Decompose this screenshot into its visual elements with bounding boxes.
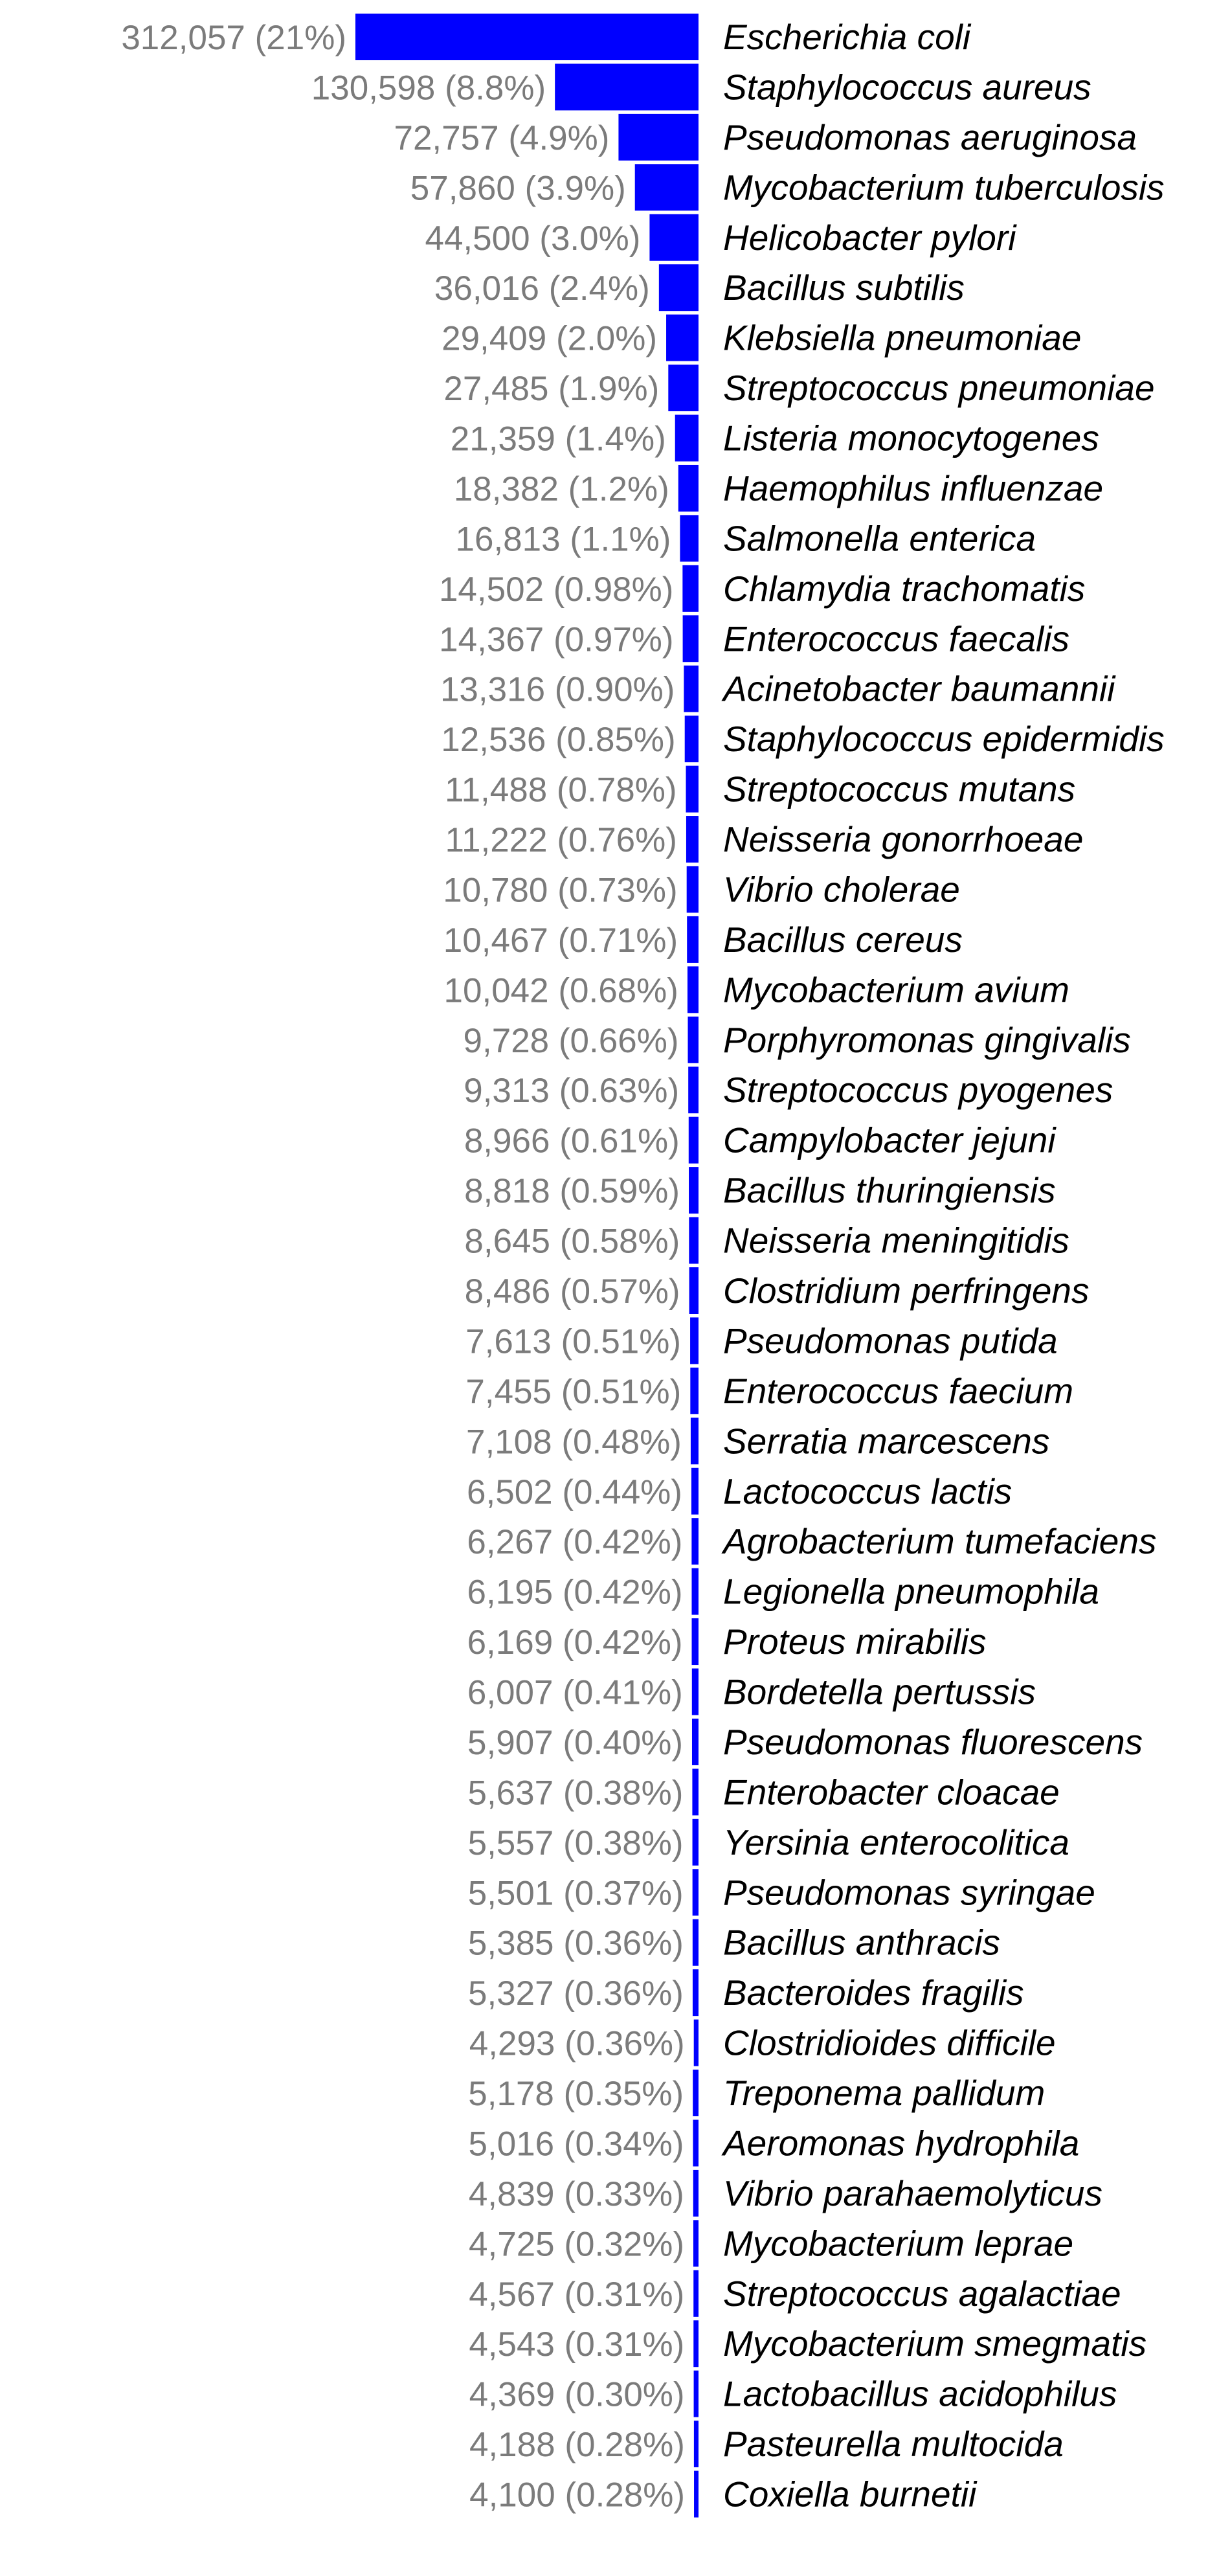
value-label: 8,486 (0.57%) bbox=[464, 1272, 680, 1311]
value-label: 8,818 (0.59%) bbox=[464, 1172, 680, 1211]
value-label: 44,500 (3.0%) bbox=[425, 219, 641, 258]
category-label: Proteus mirabilis bbox=[723, 1621, 987, 1662]
bar bbox=[693, 2170, 699, 2217]
value-label: 6,169 (0.42%) bbox=[467, 1623, 683, 1662]
value-label: 36,016 (2.4%) bbox=[434, 269, 650, 308]
bar bbox=[693, 1819, 699, 1866]
bar bbox=[693, 1969, 699, 2016]
category-label: Pseudomonas aeruginosa bbox=[723, 117, 1137, 157]
category-label: Lactococcus lactis bbox=[723, 1471, 1012, 1511]
category-label: Enterococcus faecalis bbox=[723, 618, 1069, 659]
bar bbox=[688, 966, 699, 1013]
value-label: 12,536 (0.85%) bbox=[441, 721, 676, 760]
value-label: 27,485 (1.9%) bbox=[443, 370, 660, 409]
category-label: Mycobacterium leprae bbox=[723, 2223, 1074, 2264]
bar bbox=[694, 2020, 699, 2066]
category-label: Streptococcus pyogenes bbox=[723, 1070, 1113, 1111]
value-label: 4,543 (0.31%) bbox=[469, 2325, 685, 2364]
category-label: Haemophilus influenzae bbox=[723, 468, 1104, 508]
value-label: 10,780 (0.73%) bbox=[443, 871, 678, 910]
value-label: 9,313 (0.63%) bbox=[464, 1072, 680, 1111]
bar bbox=[689, 1217, 699, 1264]
category-label: Serratia marcescens bbox=[723, 1421, 1050, 1462]
category-label: Pseudomonas syringae bbox=[723, 1872, 1095, 1913]
category-label: Bacillus thuringiensis bbox=[723, 1170, 1056, 1211]
bar bbox=[693, 2270, 699, 2317]
bar bbox=[693, 1919, 699, 1966]
value-label: 6,502 (0.44%) bbox=[467, 1473, 682, 1511]
category-label: Agrobacterium tumefaciens bbox=[723, 1521, 1157, 1562]
category-label: Porphyromonas gingivalis bbox=[723, 1019, 1131, 1060]
value-label: 4,293 (0.36%) bbox=[469, 2024, 685, 2063]
bar bbox=[675, 415, 699, 462]
bar bbox=[683, 615, 699, 662]
category-label: Lactobacillus acidophilus bbox=[723, 2373, 1117, 2414]
category-label: Coxiella burnetii bbox=[723, 2474, 977, 2514]
category-label: Clostridium perfringens bbox=[723, 1271, 1090, 1311]
value-label: 5,501 (0.37%) bbox=[467, 1874, 684, 1913]
category-label: Chlamydia trachomatis bbox=[723, 568, 1086, 609]
category-label: Acinetobacter baumannii bbox=[723, 668, 1115, 709]
bar bbox=[555, 63, 699, 110]
bar bbox=[687, 916, 699, 963]
category-label: Vibrio parahaemolyticus bbox=[723, 2173, 1102, 2213]
category-label: Legionella pneumophila bbox=[723, 1571, 1100, 1612]
value-label: 5,016 (0.34%) bbox=[468, 2125, 684, 2164]
bar bbox=[668, 365, 699, 411]
value-label: 57,860 (3.9%) bbox=[410, 169, 626, 208]
bar bbox=[666, 315, 699, 361]
value-label: 11,222 (0.76%) bbox=[445, 821, 677, 860]
value-label: 5,385 (0.36%) bbox=[467, 1924, 684, 1963]
category-label: Yersinia enterocolitica bbox=[723, 1822, 1070, 1862]
bar bbox=[690, 1368, 699, 1414]
category-label: Pseudomonas putida bbox=[723, 1320, 1058, 1361]
value-label: 7,455 (0.51%) bbox=[465, 1372, 682, 1411]
value-label: 11,488 (0.78%) bbox=[445, 771, 677, 809]
category-label: Mycobacterium avium bbox=[723, 969, 1069, 1010]
bar bbox=[694, 2471, 699, 2518]
category-label: Streptococcus mutans bbox=[723, 769, 1076, 809]
value-label: 10,467 (0.71%) bbox=[443, 921, 678, 960]
value-label: 5,327 (0.36%) bbox=[468, 1974, 684, 2013]
value-label: 6,195 (0.42%) bbox=[467, 1573, 683, 1612]
category-label: Escherichia coli bbox=[723, 17, 971, 57]
category-label: Pseudomonas fluorescens bbox=[723, 1721, 1143, 1762]
bar bbox=[689, 1267, 699, 1314]
bar bbox=[678, 465, 699, 512]
category-label: Mycobacterium smegmatis bbox=[723, 2323, 1147, 2364]
bar bbox=[693, 2070, 699, 2116]
value-label: 5,907 (0.40%) bbox=[467, 1723, 683, 1762]
category-label: Treponema pallidum bbox=[723, 2073, 1046, 2114]
category-label: Campylobacter jejuni bbox=[723, 1120, 1056, 1160]
bar bbox=[689, 1167, 699, 1214]
value-label: 4,839 (0.33%) bbox=[468, 2175, 684, 2213]
category-label: Bacillus anthracis bbox=[723, 1922, 1000, 1963]
value-label: 5,557 (0.38%) bbox=[467, 1824, 684, 1862]
value-label: 9,728 (0.66%) bbox=[463, 1021, 679, 1060]
category-label: Neisseria gonorrhoeae bbox=[723, 819, 1084, 860]
value-label: 6,007 (0.41%) bbox=[467, 1673, 683, 1712]
category-label: Bacillus subtilis bbox=[723, 267, 965, 308]
category-label: Clostridioides difficile bbox=[723, 2022, 1056, 2063]
category-label: Staphylococcus epidermidis bbox=[723, 719, 1165, 760]
value-label: 7,108 (0.48%) bbox=[465, 1423, 682, 1462]
value-label: 7,613 (0.51%) bbox=[465, 1322, 682, 1361]
value-label: 4,725 (0.32%) bbox=[469, 2225, 684, 2264]
bar bbox=[684, 666, 699, 712]
value-label: 130,598 (8.8%) bbox=[311, 69, 546, 107]
bar bbox=[693, 2320, 699, 2367]
bar bbox=[689, 1117, 699, 1164]
bar bbox=[690, 1317, 699, 1364]
bar bbox=[692, 1768, 699, 1815]
bar bbox=[355, 14, 699, 60]
bar bbox=[649, 214, 699, 261]
value-label: 16,813 (1.1%) bbox=[455, 520, 671, 559]
category-label: Streptococcus agalactiae bbox=[723, 2273, 1121, 2314]
bar bbox=[685, 716, 699, 762]
value-label: 5,178 (0.35%) bbox=[468, 2075, 684, 2114]
bar bbox=[694, 2371, 699, 2417]
bar bbox=[691, 1568, 699, 1615]
category-label: Streptococcus pneumoniae bbox=[723, 368, 1155, 409]
category-label: Staphylococcus aureus bbox=[723, 67, 1091, 107]
value-label-group bbox=[121, 19, 685, 2514]
category-label-group bbox=[721, 17, 1165, 2514]
bar bbox=[693, 2220, 699, 2266]
bar bbox=[692, 1618, 699, 1665]
value-label: 10,042 (0.68%) bbox=[443, 971, 678, 1010]
value-label: 8,645 (0.58%) bbox=[464, 1222, 680, 1261]
bar bbox=[688, 1067, 699, 1113]
bar bbox=[694, 2421, 699, 2467]
value-label: 5,637 (0.38%) bbox=[467, 1774, 684, 1813]
category-label: Aeromonas hydrophila bbox=[723, 2123, 1080, 2164]
bar bbox=[693, 1869, 699, 1915]
category-label: Bacillus cereus bbox=[723, 919, 963, 960]
bar bbox=[693, 2119, 699, 2166]
value-label: 8,966 (0.61%) bbox=[464, 1122, 680, 1160]
value-label: 14,367 (0.97%) bbox=[439, 620, 674, 659]
bar bbox=[686, 766, 699, 813]
bar bbox=[682, 565, 699, 612]
category-label: Listeria monocytogenes bbox=[723, 418, 1099, 458]
value-label: 4,369 (0.30%) bbox=[469, 2375, 685, 2414]
bar bbox=[635, 164, 699, 210]
category-label: Helicobacter pylori bbox=[723, 217, 1016, 258]
category-label: Bordetella pertussis bbox=[723, 1671, 1036, 1712]
category-label: Neisseria meningitidis bbox=[723, 1220, 1069, 1261]
bar bbox=[687, 866, 699, 912]
value-label: 4,100 (0.28%) bbox=[469, 2476, 686, 2514]
bar bbox=[659, 264, 699, 311]
category-label: Enterococcus faecium bbox=[723, 1370, 1074, 1411]
bar bbox=[686, 816, 699, 863]
category-label: Pasteurella multocida bbox=[723, 2424, 1064, 2465]
bar bbox=[691, 1518, 699, 1565]
category-label: Bacteroides fragilis bbox=[723, 1972, 1024, 2013]
category-label: Klebsiella pneumoniae bbox=[723, 317, 1082, 358]
category-label: Salmonella enterica bbox=[723, 518, 1036, 559]
bar bbox=[691, 1468, 699, 1515]
value-label: 4,567 (0.31%) bbox=[469, 2275, 685, 2314]
bar bbox=[618, 114, 699, 161]
bar bbox=[680, 515, 699, 561]
value-label: 4,188 (0.28%) bbox=[469, 2426, 685, 2465]
value-label: 18,382 (1.2%) bbox=[453, 469, 669, 508]
value-label: 29,409 (2.0%) bbox=[442, 319, 658, 358]
value-label: 312,057 (21%) bbox=[121, 19, 346, 57]
category-label: Enterobacter cloacae bbox=[723, 1772, 1060, 1813]
value-label: 14,502 (0.98%) bbox=[438, 570, 674, 609]
value-label: 13,316 (0.90%) bbox=[440, 670, 675, 709]
value-label: 21,359 (1.4%) bbox=[450, 420, 666, 458]
bar bbox=[691, 1418, 699, 1464]
category-label: Mycobacterium tuberculosis bbox=[723, 167, 1165, 208]
bar bbox=[692, 1669, 699, 1715]
value-label: 72,757 (4.9%) bbox=[394, 119, 610, 157]
category-label: Vibrio cholerae bbox=[723, 869, 960, 910]
bar bbox=[688, 1017, 699, 1063]
bar bbox=[692, 1719, 699, 1765]
value-label: 6,267 (0.42%) bbox=[467, 1523, 683, 1562]
